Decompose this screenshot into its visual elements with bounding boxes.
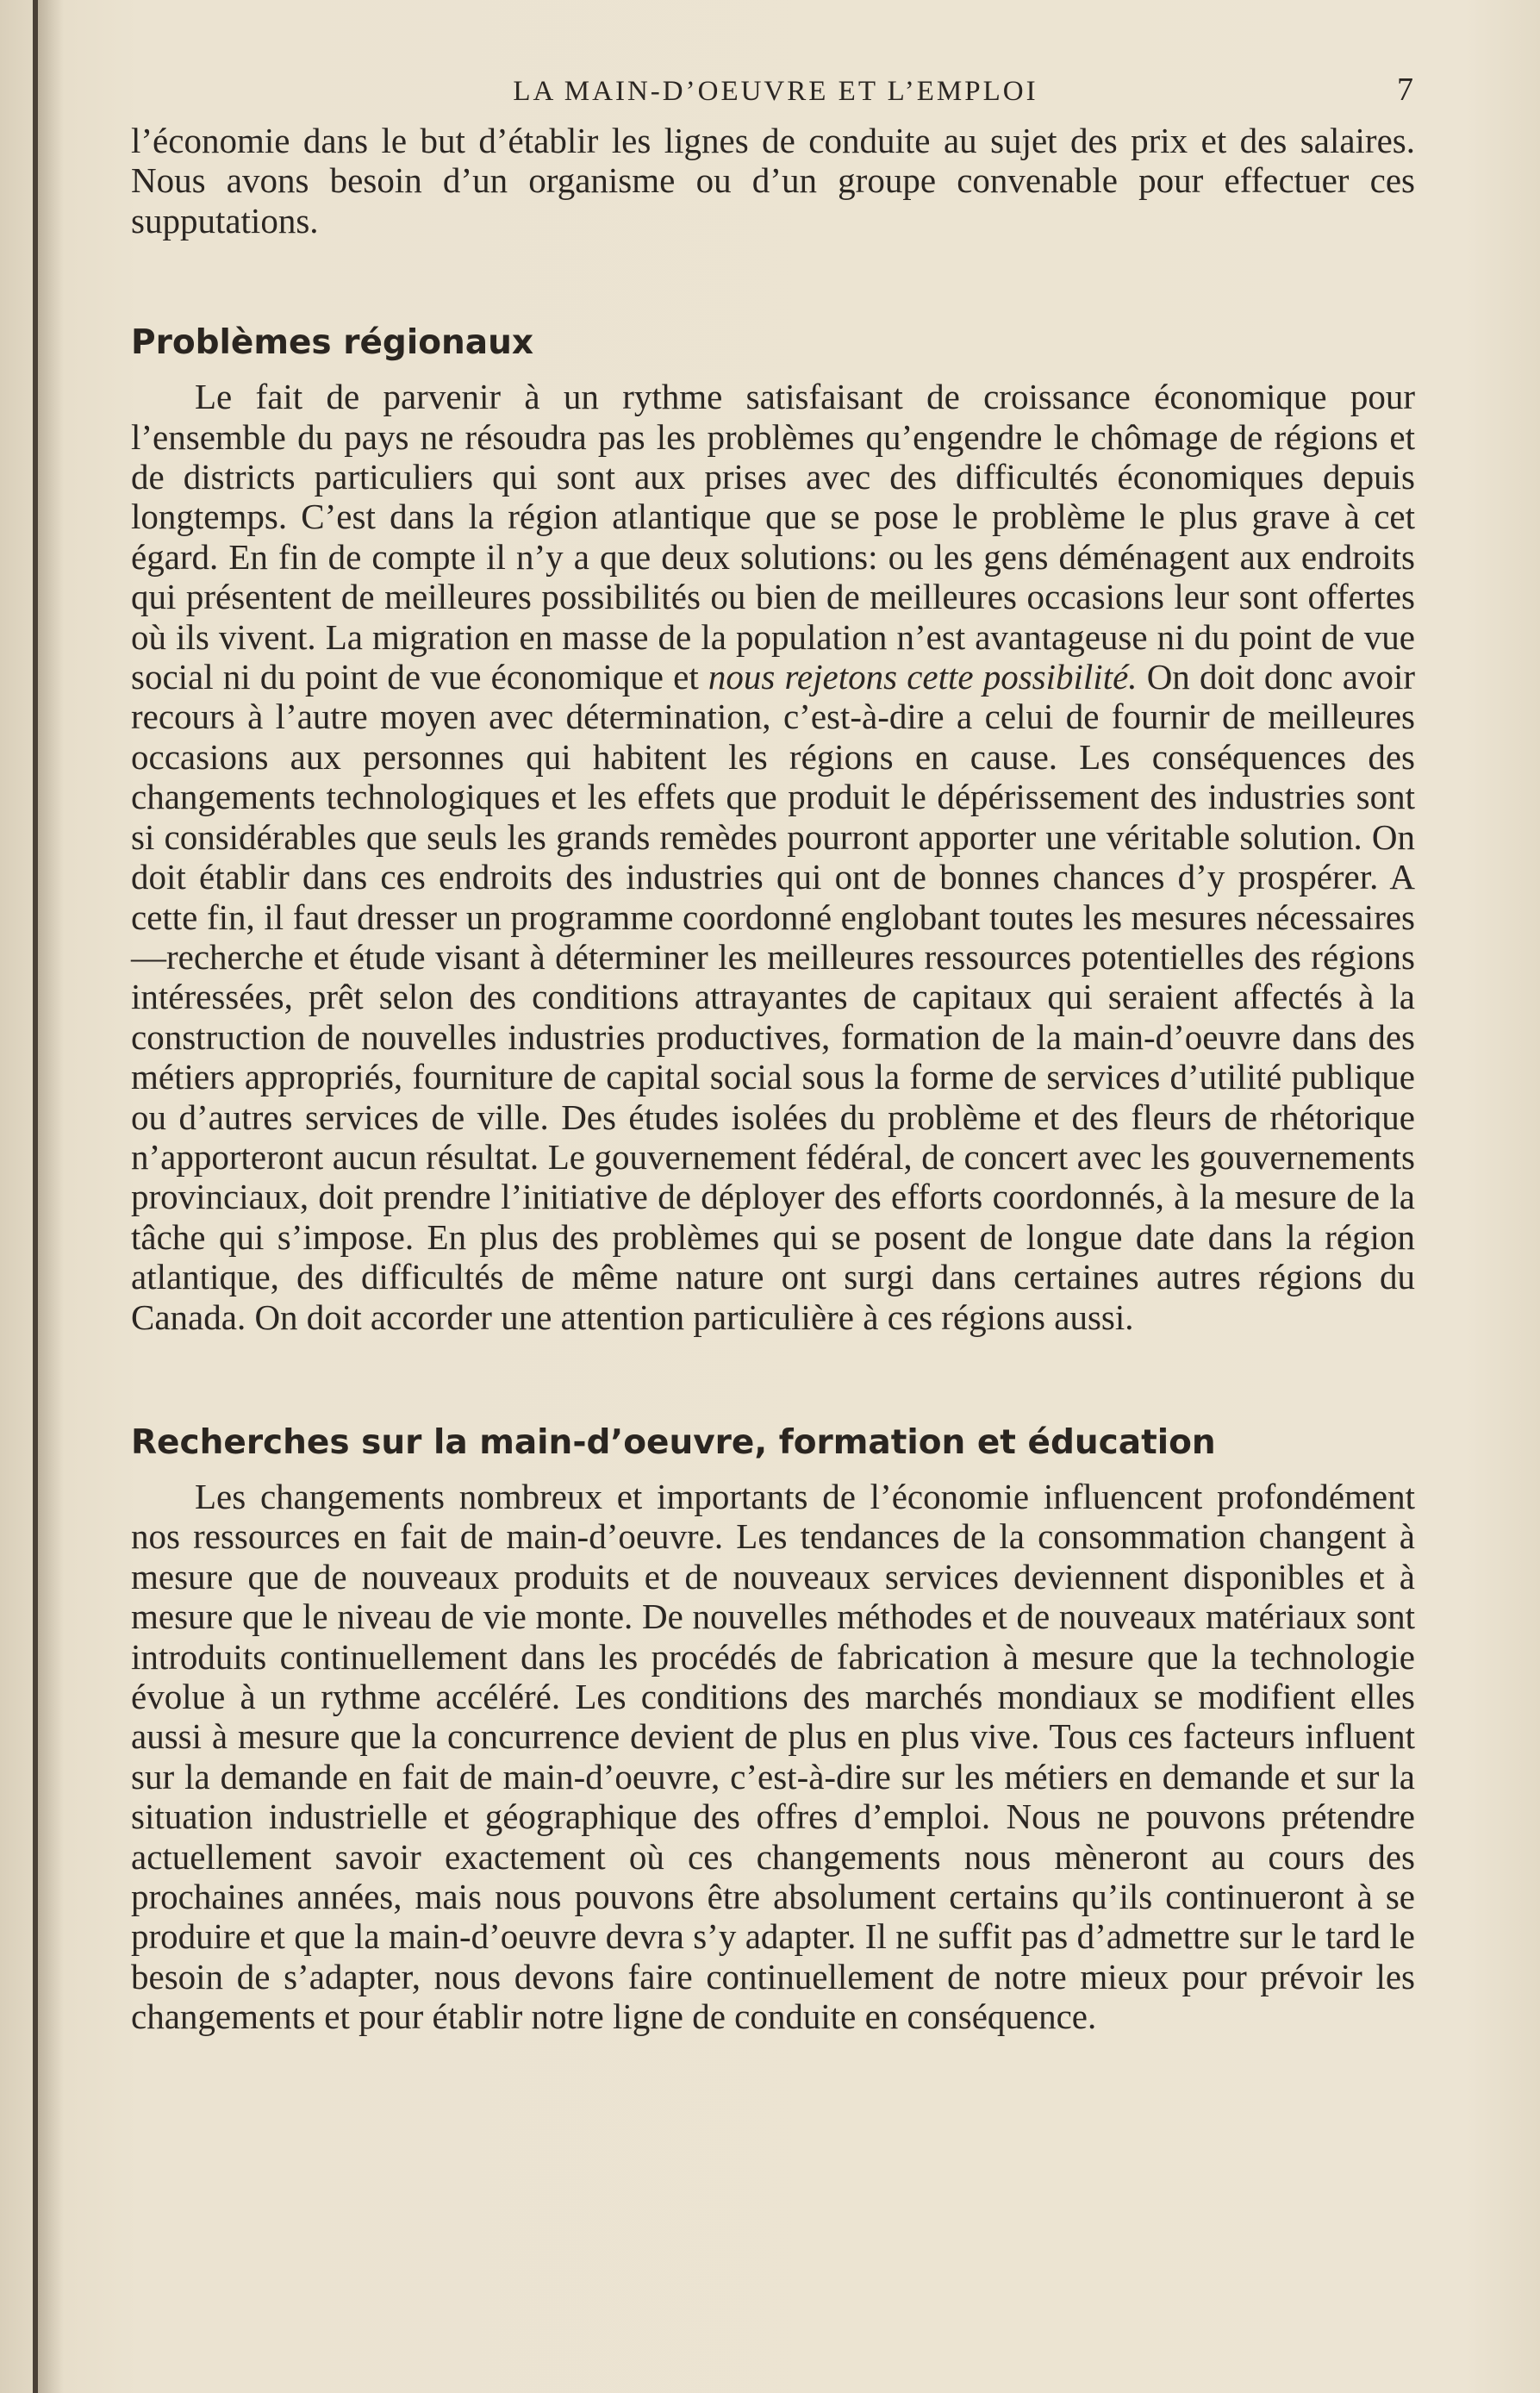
intro-paragraph: l’économie dans le but d’établir les lignes de conduite au sujet des prix et des salaires. Nous avons besoin d’un organisme ou d’un groupe convenable pour effectuer ces supputations.	[131, 121, 1415, 241]
section-heading-research: Recherches sur la main-d’oeuvre, formation et éducation	[131, 1422, 1216, 1462]
page-number: 7	[1397, 72, 1413, 108]
binding-shadow	[38, 0, 64, 2393]
section-heading-regional: Problèmes régionaux	[131, 323, 533, 363]
regional-text-part1: Le fait de parvenir à un rythme satisfaisant de croissance économique pour l’ensemble du pays ne résoudra pas les problèmes qu’engendre le chômage de régions et de districts particuliers qui sont aux prises avec des difficultés économiques depuis longtemps. C’est dans la région atlantique que se pose le problème le plus grave à cet égard. En fin de compte il n’y a que deux solutions: ou les gens déménagent aux endroits qui présentent de meilleures possibilités ou bien de meilleures occasions leur sont offertes où ils vivent. La migration en masse de la population n’est avantageuse ni du point de vue social ni du point de vue économique et	[131, 377, 1415, 697]
research-paragraph: Les changements nombreux et importants de l’économie influencent profondément nos ressources en fait de main-d’oeuvre. Les tendances de la consommation changent à mesure que de nouveaux produits et de nouveaux services deviennent disponibles et à mesure que le niveau de vie monte. De nouvelles méthodes et de nouveaux matériaux sont introduits continuellement dans les procédés de fabrication à mesure que la technologie évolue à un rythme accéléré. Les conditions des marchés mondiaux se modifient elles aussi à mesure que la concurrence devient de plus en plus vive. Tous ces facteurs influent sur la demande en fait de main-d’oeuvre, c’est-à-dire sur les métiers en demande et sur la situation industrielle et géographique des offres d’emploi. Nous ne pouvons prétendre actuellement savoir exactement où ces changements nous mèneront au cours des prochaines années, mais nous pouvons être absolument certains qu’ils continueront à se produire et que la main-d’oeuvre devra s’y adapter. Il ne suffit pas d’admettre sur le tard le besoin de s’adapter, nous devons faire continuellement de notre mieux pour prévoir les changements et pour établir notre ligne de conduite en conséquence.	[131, 1476, 1415, 2037]
regional-italic-phrase: nous rejetons cette possibilité.	[708, 657, 1138, 697]
regional-text-part2: On doit donc avoir recours à l’autre moyen avec détermination, c’est-à-dire a celui de fournir de meilleures occasions aux personnes qui habitent les régions en cause. Les conséquences des changements technologiques et les effets que produit le dépérissement des industries sont si considérables que seuls les grands remèdes pourront apporter une véritable solution. On doit établir dans ces endroits des industries qui ont de bonnes chances d’y prospérer. A cette fin, il faut dresser un programme coordonné englobant toutes les mesures nécessaires—recherche et étude visant à déterminer les meilleures ressources potentielles des régions intéressées, prêt selon des conditions attrayantes de capitaux qui seraient affectés à la construction de nouvelles industries productives, formation de la main-d’oeuvre dans des métiers appropriés, fourniture de capital social sous la forme de services d’utilité publique ou d’autres services de ville. Des études isolées du problème et des fleurs de rhétorique n’apporteront aucun résultat. Le gouvernement fédéral, de concert avec les gouvernements provinciaux, doit prendre l’initiative de déployer des efforts coordonnés, à la mesure de la tâche qui s’impose. En plus des problèmes qui se posent de longue date dans la région atlantique, des difficultés de même nature ont surgi dans certaines autres régions du Canada. On doit accorder une attention particulière à ces régions aussi.	[131, 657, 1415, 1337]
running-title: LA MAIN-D’OEUVRE ET L’EMPLOI	[513, 76, 1038, 107]
running-header	[138, 72, 1413, 119]
regional-paragraph	[131, 377, 1415, 1337]
page-body	[131, 121, 1415, 2037]
